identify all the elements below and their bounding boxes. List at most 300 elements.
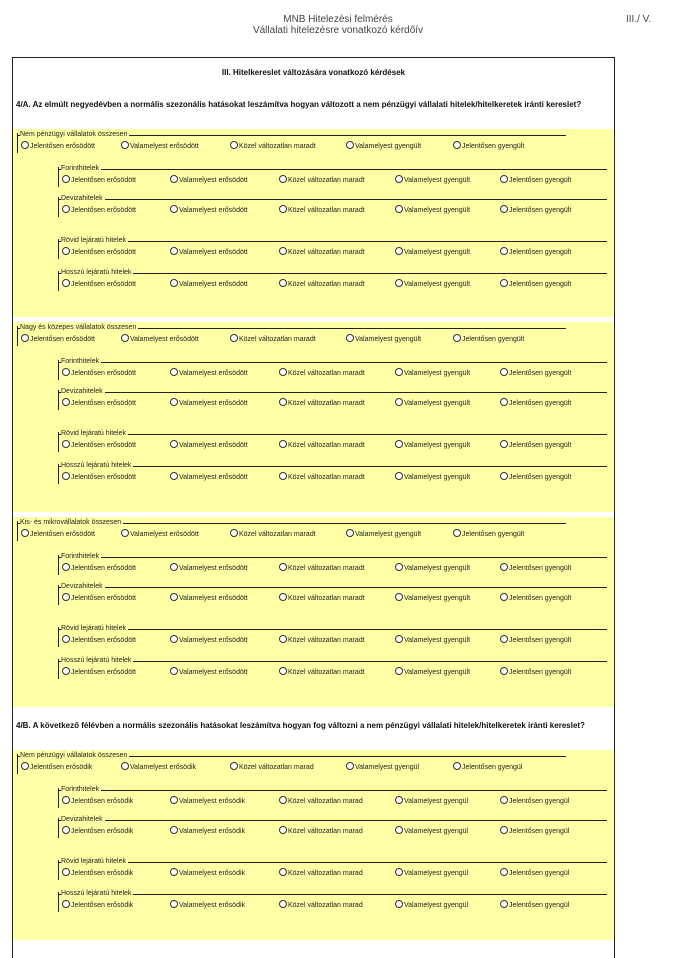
radio-circle-icon[interactable] — [395, 368, 403, 376]
radio-option-label: Jelentősen gyengült — [509, 281, 572, 288]
radio-option[interactable] — [500, 368, 571, 378]
radio-circle-icon[interactable] — [170, 440, 178, 448]
radio-option-label: Jelentősen gyengült — [509, 249, 572, 256]
radio-option[interactable] — [395, 472, 470, 482]
radio-circle-icon[interactable] — [170, 398, 178, 406]
radio-option-label: Valamelyest gyengült — [404, 281, 471, 288]
sub-group — [58, 197, 611, 217]
radio-circle-icon[interactable] — [170, 593, 178, 601]
sub-group — [58, 432, 611, 452]
header-line-2: Vállalati hitelezésre vonatkozó kérdőív — [252, 25, 424, 36]
radio-option[interactable] — [453, 762, 522, 772]
radio-circle-icon[interactable] — [62, 279, 70, 287]
radio-circle-icon[interactable] — [500, 472, 508, 480]
radio-circle-icon[interactable] — [230, 529, 238, 537]
radio-option[interactable] — [170, 593, 248, 603]
radio-option-label: Jelentősen gyengült — [509, 442, 572, 449]
radio-option[interactable] — [21, 141, 95, 151]
main-group — [17, 521, 570, 541]
radio-option-label: Valamelyest erősödött — [179, 207, 248, 214]
radio-circle-icon[interactable] — [279, 175, 287, 183]
radio-option-label: Jelentősen erősödött — [71, 637, 136, 644]
radio-option[interactable] — [395, 279, 470, 289]
radio-option[interactable] — [395, 398, 470, 408]
radio-circle-icon[interactable] — [395, 247, 403, 255]
group-label: Rövid lejáratú hitelek — [61, 858, 126, 865]
radio-circle-icon[interactable] — [500, 440, 508, 448]
q4a-block-3 — [13, 517, 614, 707]
radio-circle-icon[interactable] — [170, 279, 178, 287]
radio-circle-icon[interactable] — [500, 175, 508, 183]
radio-option[interactable] — [500, 398, 571, 408]
radio-circle-icon[interactable] — [121, 141, 129, 149]
radio-circle-icon[interactable] — [279, 440, 287, 448]
radio-option[interactable] — [279, 205, 365, 215]
radio-circle-icon[interactable] — [62, 826, 70, 834]
group-label: Forinthitelek — [61, 553, 100, 560]
radio-option[interactable] — [279, 279, 365, 289]
radio-option[interactable] — [279, 247, 365, 257]
radio-circle-icon[interactable] — [453, 762, 461, 770]
radio-circle-icon[interactable] — [279, 563, 287, 571]
group-border-line — [59, 273, 607, 274]
radio-circle-icon[interactable] — [62, 593, 70, 601]
radio-circle-icon[interactable] — [395, 205, 403, 213]
radio-option-label: Közel változatlan maradt — [288, 207, 365, 214]
radio-circle-icon[interactable] — [395, 900, 403, 908]
radio-option-label: Jelentősen erősödik — [71, 828, 134, 835]
radio-circle-icon[interactable] — [230, 762, 238, 770]
sub-group — [58, 555, 611, 575]
radio-option-label: Közel változatlan maradt — [288, 370, 365, 377]
radio-option-label: Valamelyest gyengült — [404, 595, 471, 602]
radio-option[interactable] — [279, 868, 363, 878]
sub-group — [58, 892, 611, 912]
radio-circle-icon[interactable] — [395, 826, 403, 834]
radio-circle-icon[interactable] — [170, 900, 178, 908]
radio-option[interactable] — [170, 900, 245, 910]
radio-option[interactable] — [395, 175, 470, 185]
radio-option[interactable] — [279, 175, 365, 185]
radio-option-label: Valamelyest erősödött — [179, 474, 248, 481]
radio-circle-icon[interactable] — [453, 529, 461, 537]
radio-option-label: Jelentősen erősödik — [71, 798, 134, 805]
radio-option[interactable] — [453, 529, 524, 539]
radio-circle-icon[interactable] — [395, 796, 403, 804]
radio-option-label: Valamelyest erősödött — [179, 595, 248, 602]
radio-option-label: Valamelyest gyengült — [404, 669, 471, 676]
radio-option[interactable] — [346, 334, 421, 344]
radio-option[interactable] — [21, 529, 95, 539]
radio-circle-icon[interactable] — [170, 563, 178, 571]
radio-option[interactable] — [170, 826, 245, 836]
radio-option[interactable] — [62, 279, 136, 289]
radio-option[interactable] — [346, 762, 419, 772]
radio-circle-icon[interactable] — [453, 334, 461, 342]
radio-option-label: Közel változatlan maradt — [288, 442, 365, 449]
group-label: Nem pénzügyi vállalatok összesen — [20, 752, 128, 759]
radio-circle-icon[interactable] — [500, 563, 508, 571]
radio-option[interactable] — [170, 796, 245, 806]
radio-option[interactable] — [453, 334, 524, 344]
radio-option-label: Jelentősen gyengül — [509, 902, 570, 909]
radio-option[interactable] — [500, 279, 571, 289]
radio-circle-icon[interactable] — [395, 667, 403, 675]
radio-option-label: Valamelyest erősödött — [179, 400, 248, 407]
radio-circle-icon[interactable] — [346, 762, 354, 770]
radio-option-label: Valamelyest erősödött — [130, 336, 199, 343]
radio-option[interactable] — [279, 900, 363, 910]
radio-circle-icon[interactable] — [121, 762, 129, 770]
radio-option[interactable] — [395, 593, 470, 603]
radio-circle-icon[interactable] — [346, 529, 354, 537]
radio-option[interactable] — [500, 472, 571, 482]
radio-option-label: Valamelyest erősödik — [179, 798, 246, 805]
radio-circle-icon[interactable] — [170, 635, 178, 643]
radio-circle-icon[interactable] — [170, 247, 178, 255]
radio-option-label: Valamelyest gyengült — [355, 531, 422, 538]
radio-circle-icon[interactable] — [170, 368, 178, 376]
radio-option-label: Közel változatlan maradt — [288, 400, 365, 407]
radio-option[interactable] — [62, 368, 136, 378]
radio-option[interactable] — [279, 398, 365, 408]
radio-circle-icon[interactable] — [395, 593, 403, 601]
radio-circle-icon[interactable] — [395, 635, 403, 643]
group-border-line — [59, 241, 607, 242]
radio-option-label: Jelentősen erősödött — [71, 249, 136, 256]
radio-option[interactable] — [500, 247, 571, 257]
radio-option[interactable] — [62, 667, 136, 677]
radio-circle-icon[interactable] — [500, 247, 508, 255]
radio-option-label: Jelentősen erősödött — [30, 336, 95, 343]
radio-option[interactable] — [279, 635, 365, 645]
radio-option[interactable] — [395, 368, 470, 378]
radio-option[interactable] — [170, 667, 248, 677]
radio-option-label: Közel változatlan maradt — [288, 249, 365, 256]
questionnaire-frame — [12, 57, 615, 958]
radio-option[interactable] — [500, 175, 571, 185]
radio-option[interactable] — [500, 667, 571, 677]
radio-circle-icon[interactable] — [170, 205, 178, 213]
radio-circle-icon[interactable] — [62, 796, 70, 804]
radio-circle-icon[interactable] — [230, 141, 238, 149]
radio-option[interactable] — [346, 529, 421, 539]
radio-option[interactable] — [62, 900, 133, 910]
radio-option[interactable] — [62, 472, 136, 482]
radio-circle-icon[interactable] — [500, 398, 508, 406]
radio-option[interactable] — [62, 440, 136, 450]
radio-circle-icon[interactable] — [500, 900, 508, 908]
sub-group — [58, 464, 611, 484]
radio-option[interactable] — [279, 472, 365, 482]
radio-circle-icon[interactable] — [500, 593, 508, 601]
radio-option[interactable] — [170, 472, 248, 482]
group-label: Devizahitelek — [61, 195, 103, 202]
radio-option[interactable] — [62, 398, 136, 408]
radio-circle-icon[interactable] — [121, 529, 129, 537]
radio-circle-icon[interactable] — [346, 334, 354, 342]
radio-option-label: Jelentősen erősödött — [71, 565, 136, 572]
radio-option[interactable] — [230, 529, 316, 539]
radio-option[interactable] — [62, 796, 133, 806]
radio-circle-icon[interactable] — [279, 279, 287, 287]
radio-circle-icon[interactable] — [346, 141, 354, 149]
radio-circle-icon[interactable] — [500, 205, 508, 213]
radio-option[interactable] — [62, 593, 136, 603]
radio-option[interactable] — [395, 667, 470, 677]
radio-option[interactable] — [279, 826, 363, 836]
radio-option[interactable] — [279, 368, 365, 378]
radio-circle-icon[interactable] — [279, 796, 287, 804]
radio-circle-icon[interactable] — [62, 247, 70, 255]
radio-circle-icon[interactable] — [21, 529, 29, 537]
radio-option-label: Valamelyest gyengült — [355, 143, 422, 150]
radio-option[interactable] — [395, 826, 468, 836]
radio-circle-icon[interactable] — [62, 563, 70, 571]
radio-option-label: Közel változatlan maradt — [288, 565, 365, 572]
radio-option[interactable] — [62, 175, 136, 185]
radio-option-label: Valamelyest erősödik — [179, 902, 246, 909]
radio-circle-icon[interactable] — [500, 635, 508, 643]
radio-option[interactable] — [279, 440, 365, 450]
radio-option-label: Jelentősen gyengült — [509, 637, 572, 644]
radio-option[interactable] — [170, 279, 248, 289]
radio-option[interactable] — [62, 205, 136, 215]
group-label: Rövid lejáratú hitelek — [61, 430, 126, 437]
radio-option-label: Közel változatlan maradt — [288, 177, 365, 184]
radio-circle-icon[interactable] — [62, 175, 70, 183]
radio-circle-icon[interactable] — [500, 667, 508, 675]
radio-circle-icon[interactable] — [500, 796, 508, 804]
radio-circle-icon[interactable] — [170, 826, 178, 834]
radio-option[interactable] — [500, 440, 571, 450]
radio-option-label: Valamelyest erősödött — [179, 442, 248, 449]
page-code: III./ V. — [626, 14, 652, 25]
radio-option-label: Valamelyest erősödött — [179, 370, 248, 377]
radio-option-label: Valamelyest gyengül — [404, 902, 469, 909]
radio-option[interactable] — [62, 826, 133, 836]
radio-option-label: Jelentősen erősödött — [71, 669, 136, 676]
radio-circle-icon[interactable] — [279, 205, 287, 213]
radio-option[interactable] — [170, 563, 248, 573]
radio-option[interactable] — [279, 563, 365, 573]
radio-circle-icon[interactable] — [500, 868, 508, 876]
group-label: Devizahitelek — [61, 816, 103, 823]
radio-option[interactable] — [170, 175, 248, 185]
radio-option-label: Jelentősen erősödik — [71, 902, 134, 909]
radio-option[interactable] — [121, 334, 199, 344]
radio-option[interactable] — [230, 334, 316, 344]
radio-option[interactable] — [170, 205, 248, 215]
group-label: Nem pénzügyi vállalatok összesen — [20, 131, 128, 138]
radio-option[interactable] — [500, 563, 571, 573]
radio-circle-icon[interactable] — [62, 667, 70, 675]
radio-option[interactable] — [500, 900, 569, 910]
main-group — [17, 133, 570, 153]
group-label: Nagy és közepes vállalatok összesen — [20, 324, 137, 331]
radio-option[interactable] — [500, 635, 571, 645]
radio-circle-icon[interactable] — [395, 472, 403, 480]
radio-circle-icon[interactable] — [279, 398, 287, 406]
radio-circle-icon[interactable] — [279, 472, 287, 480]
radio-option[interactable] — [395, 247, 470, 257]
radio-circle-icon[interactable] — [395, 868, 403, 876]
radio-circle-icon[interactable] — [121, 334, 129, 342]
radio-option[interactable] — [62, 563, 136, 573]
sub-group — [58, 239, 611, 259]
radio-option[interactable] — [62, 868, 133, 878]
group-border-line — [59, 362, 607, 363]
radio-option[interactable] — [170, 247, 248, 257]
radio-option[interactable] — [21, 762, 92, 772]
main-group — [17, 326, 570, 346]
radio-option[interactable] — [170, 398, 248, 408]
radio-option[interactable] — [170, 440, 248, 450]
sub-group — [58, 818, 611, 838]
radio-circle-icon[interactable] — [62, 900, 70, 908]
radio-option[interactable] — [500, 796, 569, 806]
group-label: Rövid lejáratú hitelek — [61, 237, 126, 244]
radio-circle-icon[interactable] — [170, 472, 178, 480]
radio-option[interactable] — [395, 900, 468, 910]
radio-option-label: Valamelyest erősödött — [179, 281, 248, 288]
radio-option[interactable] — [279, 667, 365, 677]
radio-option[interactable] — [500, 826, 569, 836]
radio-circle-icon[interactable] — [21, 334, 29, 342]
sub-group — [58, 271, 611, 291]
radio-circle-icon[interactable] — [21, 141, 29, 149]
group-label: Forinthitelek — [61, 165, 100, 172]
radio-circle-icon[interactable] — [170, 796, 178, 804]
radio-option[interactable] — [21, 334, 95, 344]
radio-circle-icon[interactable] — [170, 175, 178, 183]
radio-circle-icon[interactable] — [453, 141, 461, 149]
radio-option-label: Jelentősen gyengül — [462, 764, 523, 771]
radio-option[interactable] — [121, 141, 199, 151]
radio-option-label: Jelentősen gyengült — [509, 474, 572, 481]
radio-circle-icon[interactable] — [279, 826, 287, 834]
radio-circle-icon[interactable] — [395, 563, 403, 571]
group-border-line — [59, 820, 607, 821]
radio-circle-icon[interactable] — [395, 279, 403, 287]
radio-option-label: Jelentősen gyengült — [509, 565, 572, 572]
radio-circle-icon[interactable] — [62, 635, 70, 643]
radio-option[interactable] — [230, 141, 316, 151]
radio-circle-icon[interactable] — [279, 868, 287, 876]
radio-circle-icon[interactable] — [279, 635, 287, 643]
radio-option[interactable] — [395, 635, 470, 645]
radio-option-label: Valamelyest gyengül — [404, 798, 469, 805]
question-4b-title: 4/B. A következő félévben a normális szezonális hatásokat leszámítva hogyan fog változni a nem pénzügyi vállalati hitelek/hitelkeretek iránti kereslet? — [16, 721, 585, 730]
radio-option-label: Jelentősen gyengült — [509, 177, 572, 184]
radio-option[interactable] — [121, 529, 199, 539]
radio-circle-icon[interactable] — [62, 440, 70, 448]
sub-group — [58, 390, 611, 410]
radio-option[interactable] — [170, 368, 248, 378]
radio-circle-icon[interactable] — [500, 826, 508, 834]
radio-option[interactable] — [500, 205, 571, 215]
group-border-line — [59, 629, 607, 630]
radio-option[interactable] — [395, 796, 468, 806]
radio-circle-icon[interactable] — [62, 368, 70, 376]
radio-option[interactable] — [230, 762, 314, 772]
radio-option-label: Közel változatlan maradt — [288, 281, 365, 288]
group-border-line — [59, 199, 607, 200]
radio-option[interactable] — [453, 141, 524, 151]
radio-circle-icon[interactable] — [62, 472, 70, 480]
radio-circle-icon[interactable] — [62, 398, 70, 406]
radio-option-label: Valamelyest gyengült — [404, 474, 471, 481]
radio-option-label: Közel változatlan maradt — [288, 474, 365, 481]
group-border-line — [59, 894, 607, 895]
radio-option-label: Valamelyest gyengült — [404, 400, 471, 407]
group-label: Devizahitelek — [61, 388, 103, 395]
radio-circle-icon[interactable] — [62, 868, 70, 876]
radio-option[interactable] — [62, 247, 136, 257]
group-border-line — [59, 557, 607, 558]
radio-circle-icon[interactable] — [279, 593, 287, 601]
group-border-line — [59, 466, 607, 467]
radio-option-label: Jelentősen erősödött — [30, 143, 95, 150]
radio-circle-icon[interactable] — [500, 368, 508, 376]
radio-option-label: Közel változatlan maradt — [239, 531, 316, 538]
radio-option[interactable] — [121, 762, 196, 772]
radio-option-label: Közel változatlan maradt — [288, 595, 365, 602]
radio-circle-icon[interactable] — [279, 368, 287, 376]
radio-circle-icon[interactable] — [395, 440, 403, 448]
question-4a-title: 4/A. Az elmúlt negyedévben a normális szezonális hatásokat leszámítva hogyan változott a nem pénzügyi vállalati hitelek/hitelkeretek iránti kereslet? — [16, 100, 582, 109]
radio-option[interactable] — [279, 796, 363, 806]
sub-group — [58, 659, 611, 679]
radio-option[interactable] — [395, 563, 470, 573]
radio-circle-icon[interactable] — [395, 175, 403, 183]
radio-option-label: Valamelyest gyengült — [404, 177, 471, 184]
radio-option-label: Valamelyest gyengült — [404, 565, 471, 572]
radio-circle-icon[interactable] — [62, 205, 70, 213]
radio-option-label: Valamelyest erősödött — [179, 637, 248, 644]
radio-option[interactable] — [395, 868, 468, 878]
radio-option[interactable] — [395, 205, 470, 215]
radio-circle-icon[interactable] — [230, 334, 238, 342]
radio-option-label: Jelentősen erősödött — [71, 207, 136, 214]
radio-option-label: Jelentősen gyengül — [509, 828, 570, 835]
radio-circle-icon[interactable] — [279, 247, 287, 255]
radio-circle-icon[interactable] — [279, 667, 287, 675]
radio-option[interactable] — [279, 593, 365, 603]
radio-option-label: Valamelyest erősödött — [130, 143, 199, 150]
header-line-1: MNB Hitelezési felmérés — [283, 14, 393, 25]
radio-option-label: Valamelyest erősödött — [179, 565, 248, 572]
radio-circle-icon[interactable] — [170, 868, 178, 876]
radio-option-label: Valamelyest gyengült — [404, 370, 471, 377]
radio-circle-icon[interactable] — [170, 667, 178, 675]
radio-option[interactable] — [170, 635, 248, 645]
radio-option-label: Valamelyest gyengül — [404, 828, 469, 835]
radio-option-label: Jelentősen gyengül — [509, 870, 570, 877]
radio-circle-icon[interactable] — [279, 900, 287, 908]
radio-circle-icon[interactable] — [395, 398, 403, 406]
radio-circle-icon[interactable] — [21, 762, 29, 770]
radio-option[interactable] — [500, 868, 569, 878]
radio-option[interactable] — [500, 593, 571, 603]
radio-option[interactable] — [62, 635, 136, 645]
group-label: Hosszú lejáratú hitelek — [61, 269, 132, 276]
radio-circle-icon[interactable] — [500, 279, 508, 287]
radio-option-label: Valamelyest erősödött — [179, 177, 248, 184]
radio-option[interactable] — [395, 440, 470, 450]
radio-option[interactable] — [170, 868, 245, 878]
radio-option[interactable] — [346, 141, 421, 151]
